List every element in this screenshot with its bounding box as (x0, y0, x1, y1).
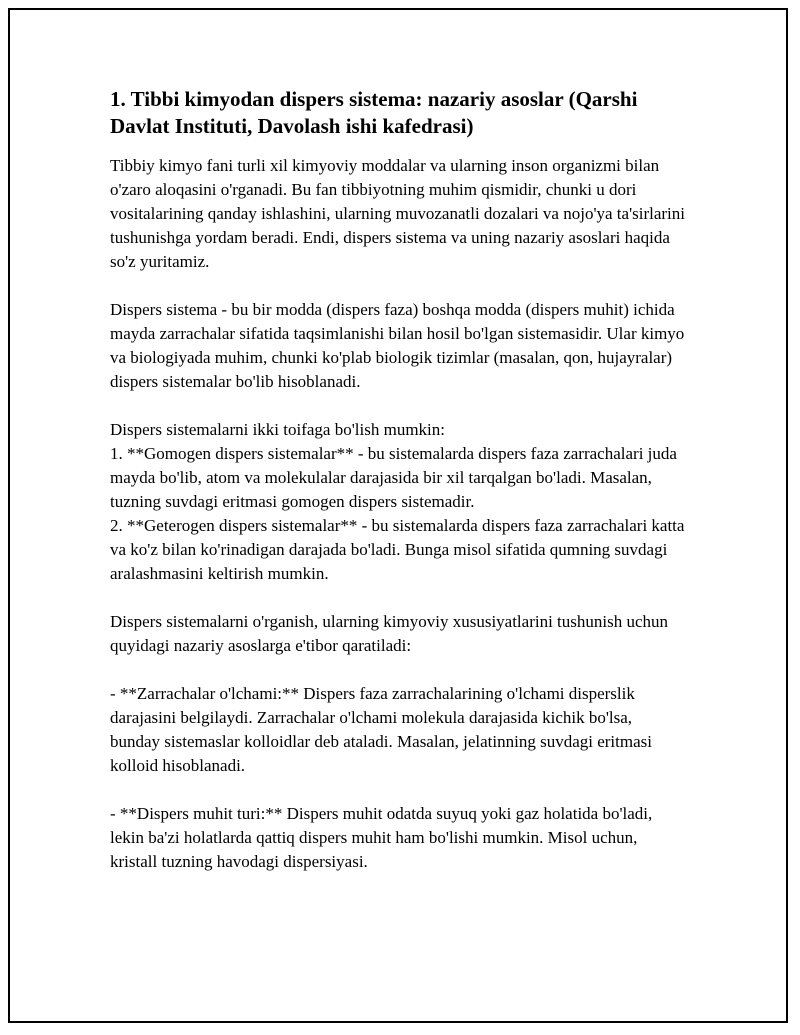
document-title: 1. Tibbi kimyodan dispers sistema: nazariy asoslar (Qarshi Davlat Instituti, Davolash ishi kafedrasi) (110, 87, 638, 138)
paragraph-intro: Tibbiy kimyo fani turli xil kimyoviy moddalar va ularning inson organizmi bilan o'zaro aloqasini o'rganadi. Bu fan tibbiyotning muhim qismidir, chunki u dori vositalarining qanday ishlashini, ularning muvozanatli dozalari va nojo'ya ta'sirlarini tushunishga yordam beradi. Endi, dispers sistema va uning nazariy asoslari haqida so'z yuritamiz. (110, 156, 686, 271)
list-item-gomogen: 1. **Gomogen dispers sistemalar** - bu sistemalarda dispers faza zarrachalari juda mayda bo'lib, atom va molekulalar darajasida bir xil tarqalgan bo'ladi. Masalan, tuzning suvdagi eritmasi gomogen dispers sistemadir. (110, 444, 677, 511)
paragraph-classification-lead: Dispers sistemalarni ikki toifaga bo'lish mumkin: (110, 420, 445, 439)
paragraph-definition: Dispers sistema - bu bir modda (dispers faza) boshqa modda (dispers muhit) ichida mayda zarrachalar sifatida taqsimlanishi bilan hosil bo'lgan sistemasidir. Ular kimyo va biologiyada muhim, chunki ko'plab biologik tizimlar (masalan, qon, hujayralar) dispers sistemalar bo'lib hisoblanadi. (110, 300, 685, 391)
bullet-particle-size: - **Zarrachalar o'lchami:** Dispers faza zarrachalarining o'lchami disperslik darajasini belgilaydi. Zarrachalar o'lchami molekula darajasida kichik bo'lsa, bunday sistemaslar kolloidlar deb ataladi. Masalan, jelatinning suvdagi eritmasi kolloid hisoblanadi. (110, 684, 652, 775)
document-body (110, 86, 685, 874)
list-item-geterogen: 2. **Geterogen dispers sistemalar** - bu sistemalarda dispers faza zarrachalari katta va ko'z bilan ko'rinadigan darajada bo'ladi. Bunga misol sifatida qumning suvdagi aralashmasini keltirish mumkin. (110, 516, 685, 583)
bullet-medium-type: - **Dispers muhit turi:** Dispers muhit odatda suyuq yoki gaz holatida bo'ladi, lekin ba'zi holatlarda qattiq dispers muhit ham bo'lishi mumkin. Misol uchun, kristall tuzning havodagi dispersiyasi. (110, 804, 653, 871)
paragraph-theory-lead: Dispers sistemalarni o'rganish, ularning kimyoviy xususiyatlarini tushunish uchun quyidagi nazariy asoslarga e'tibor qaratiladi: (110, 612, 669, 655)
